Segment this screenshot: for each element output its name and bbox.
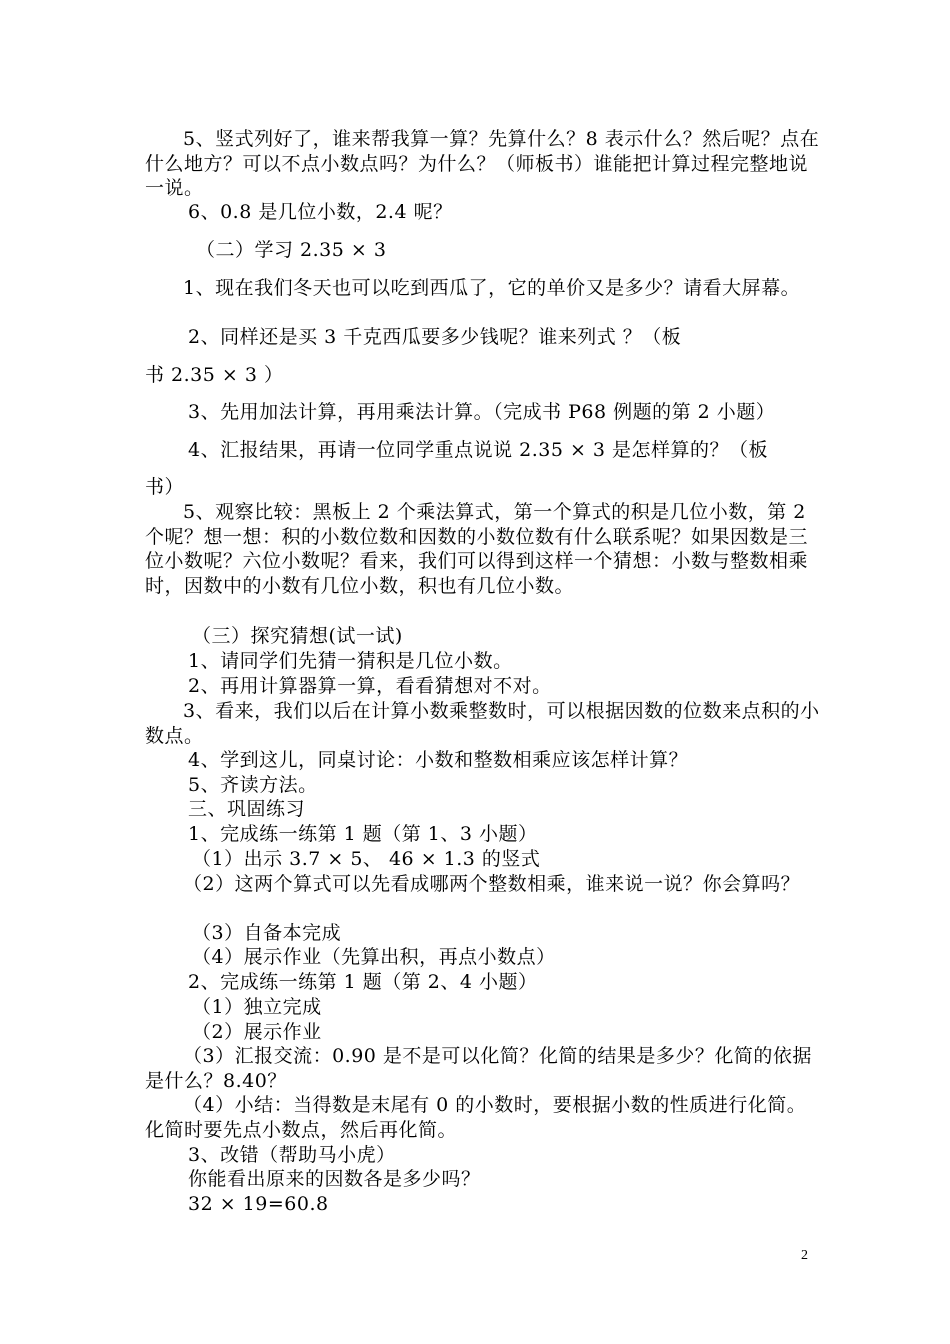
paragraph-exercise-2-3: （3）汇报交流：0.90 是不是可以化简？化简的结果是多少？化简的依据是什么？8.40？ [145, 1045, 812, 1092]
paragraph-add-multiply: 3、先用加法计算，再用乘法计算。（完成书 P68 例题的第 2 小题） [188, 401, 776, 423]
paragraph-exercise-2-4: （4）小结：当得数是末尾有 0 的小数时，要根据小数的性质进行化简。化简时要先点小数点，然后再化简。 [145, 1094, 807, 1141]
paragraph-exercise-1-1: （1）出示 3.7 × 5、 46 × 1.3 的竖式 [192, 848, 541, 870]
paragraph-conclusion: 3、看来，我们以后在计算小数乘整数时，可以根据因数的位数来点积的小数点。 [145, 700, 820, 747]
paragraph-guess: 1、请同学们先猜一猜积是几位小数。 [188, 650, 513, 672]
paragraph-buy-3kg: 2、同样还是买 3 千克西瓜要多少钱呢？谁来列式 ？（板 [188, 326, 682, 348]
paragraph-exercise-2-2: （2）展示作业 [192, 1021, 322, 1043]
section-heading-practice: 三、巩固练习 [188, 798, 306, 820]
paragraph-exercise-2-1: （1）独立完成 [192, 996, 322, 1018]
paragraph-find-factors: 你能看出原来的因数各是多少吗？ [188, 1168, 481, 1190]
paragraph-step-5-vertical: 5、竖式列好了，谁来帮我算一算？先算什么？8 表示什么？然后呢？点在什么地方？可以不点小数点吗？为什么？（师板书）谁能把计算过程完整地说一说。 [145, 128, 820, 199]
page-number: 2 [801, 1248, 808, 1263]
section-heading-2: （二）学习 2.35 × 3 [196, 239, 387, 261]
paragraph-exercise-2: 2、完成练一练第 1 题（第 2、4 小题） [188, 971, 538, 993]
paragraph-buy-3kg-cont: 书 2.35 × 3 ） [145, 364, 284, 386]
paragraph-report-cont: 书） [145, 476, 185, 498]
paragraph-correct-errors: 3、改错（帮助马小虎） [188, 1144, 396, 1166]
paragraph-exercise-1-4: （4）展示作业（先算出积，再点小数点） [192, 946, 556, 968]
paragraph-discuss: 4、学到这儿，同桌讨论：小数和整数相乘应该怎样计算？ [188, 749, 689, 771]
paragraph-equation: 32 × 19=60.8 [188, 1193, 329, 1215]
paragraph-calculator: 2、再用计算器算一算，看看猜想对不对。 [188, 675, 552, 697]
paragraph-report: 4、汇报结果，再请一位同学重点说说 2.35 × 3 是怎样算的？（板 [188, 439, 769, 461]
paragraph-watermelon: 1、现在我们冬天也可以吃到西瓜了，它的单价又是多少？请看大屏幕。 [183, 277, 801, 299]
section-heading-3: （三）探究猜想(试一试) [192, 625, 403, 647]
paragraph-exercise-1: 1、完成练一练第 1 题（第 1、3 小题） [188, 823, 538, 845]
paragraph-read-method: 5、齐读方法。 [188, 774, 318, 796]
paragraph-compare: 5、观察比较：黑板上 2 个乘法算式，第一个算式的积是几位小数，第 2 个呢？想一想：积的小数位数和因数的小数位数有什么联系呢？如果因数是三位小数呢？六位小数呢？看来，我们可以得到这样一个猜想：小数与整数相乘时，因数中的小数有几位小数，积也有几位小数。 [145, 501, 809, 597]
paragraph-exercise-1-2: （2）这两个算式可以先看成哪两个整数相乘，谁来说一说？你会算吗？ [183, 873, 801, 895]
paragraph-step-6: 6、0.8 是几位小数，2.4 呢？ [188, 201, 453, 223]
paragraph-exercise-1-3: （3）自备本完成 [192, 922, 342, 944]
